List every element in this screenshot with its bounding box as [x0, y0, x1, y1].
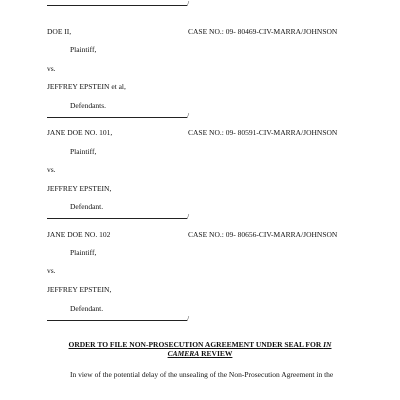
case-number: CASE NO.: 09- 80656-CIV-MARRA/JOHNSON	[188, 230, 338, 239]
separator-rule	[47, 218, 187, 219]
separator-slash: /	[187, 212, 190, 221]
versus-label: vs.	[47, 165, 56, 174]
defendant-name: JEFFREY EPSTEIN et al,	[47, 82, 126, 91]
order-title-italic-camera: CAMERA	[167, 349, 200, 358]
separator-slash: /	[187, 314, 190, 323]
separator-rule	[47, 5, 187, 6]
defendant-name: JEFFREY EPSTEIN,	[47, 285, 112, 294]
defendant-role: Defendant.	[70, 304, 104, 313]
plaintiff-role: Plaintiff,	[70, 45, 97, 54]
versus-label: vs.	[47, 64, 56, 73]
separator-rule	[47, 320, 187, 321]
case-number: CASE NO.: 09- 80469-CIV-MARRA/JOHNSON	[188, 27, 338, 36]
defendant-role: Defendant.	[70, 202, 104, 211]
plaintiff-name: DOE II,	[47, 27, 72, 36]
plaintiff-name: JANE DOE NO. 101,	[47, 128, 113, 137]
versus-label: vs.	[47, 266, 56, 275]
body-paragraph: In view of the potential delay of the unsealing of the Non-Prosecution Agreement in the	[70, 370, 334, 379]
separator-slash: /	[187, 111, 190, 120]
defendant-name: JEFFREY EPSTEIN,	[47, 184, 112, 193]
case-number: CASE NO.: 09- 80591-CIV-MARRA/JOHNSON	[188, 128, 338, 137]
order-title-line1: ORDER TO FILE NON-PROSECUTION AGREEMENT UNDER SEAL FOR	[68, 340, 324, 349]
defendant-role: Defendants.	[70, 101, 107, 110]
plaintiff-role: Plaintiff,	[70, 147, 97, 156]
plaintiff-role: Plaintiff,	[70, 248, 97, 257]
separator-rule	[47, 117, 187, 118]
order-title-line2: REVIEW	[199, 349, 233, 358]
plaintiff-name: JANE DOE NO. 102	[47, 230, 111, 239]
separator-slash: /	[187, 0, 190, 8]
order-title-italic-in: IN	[323, 340, 332, 349]
order-title	[40, 340, 360, 358]
